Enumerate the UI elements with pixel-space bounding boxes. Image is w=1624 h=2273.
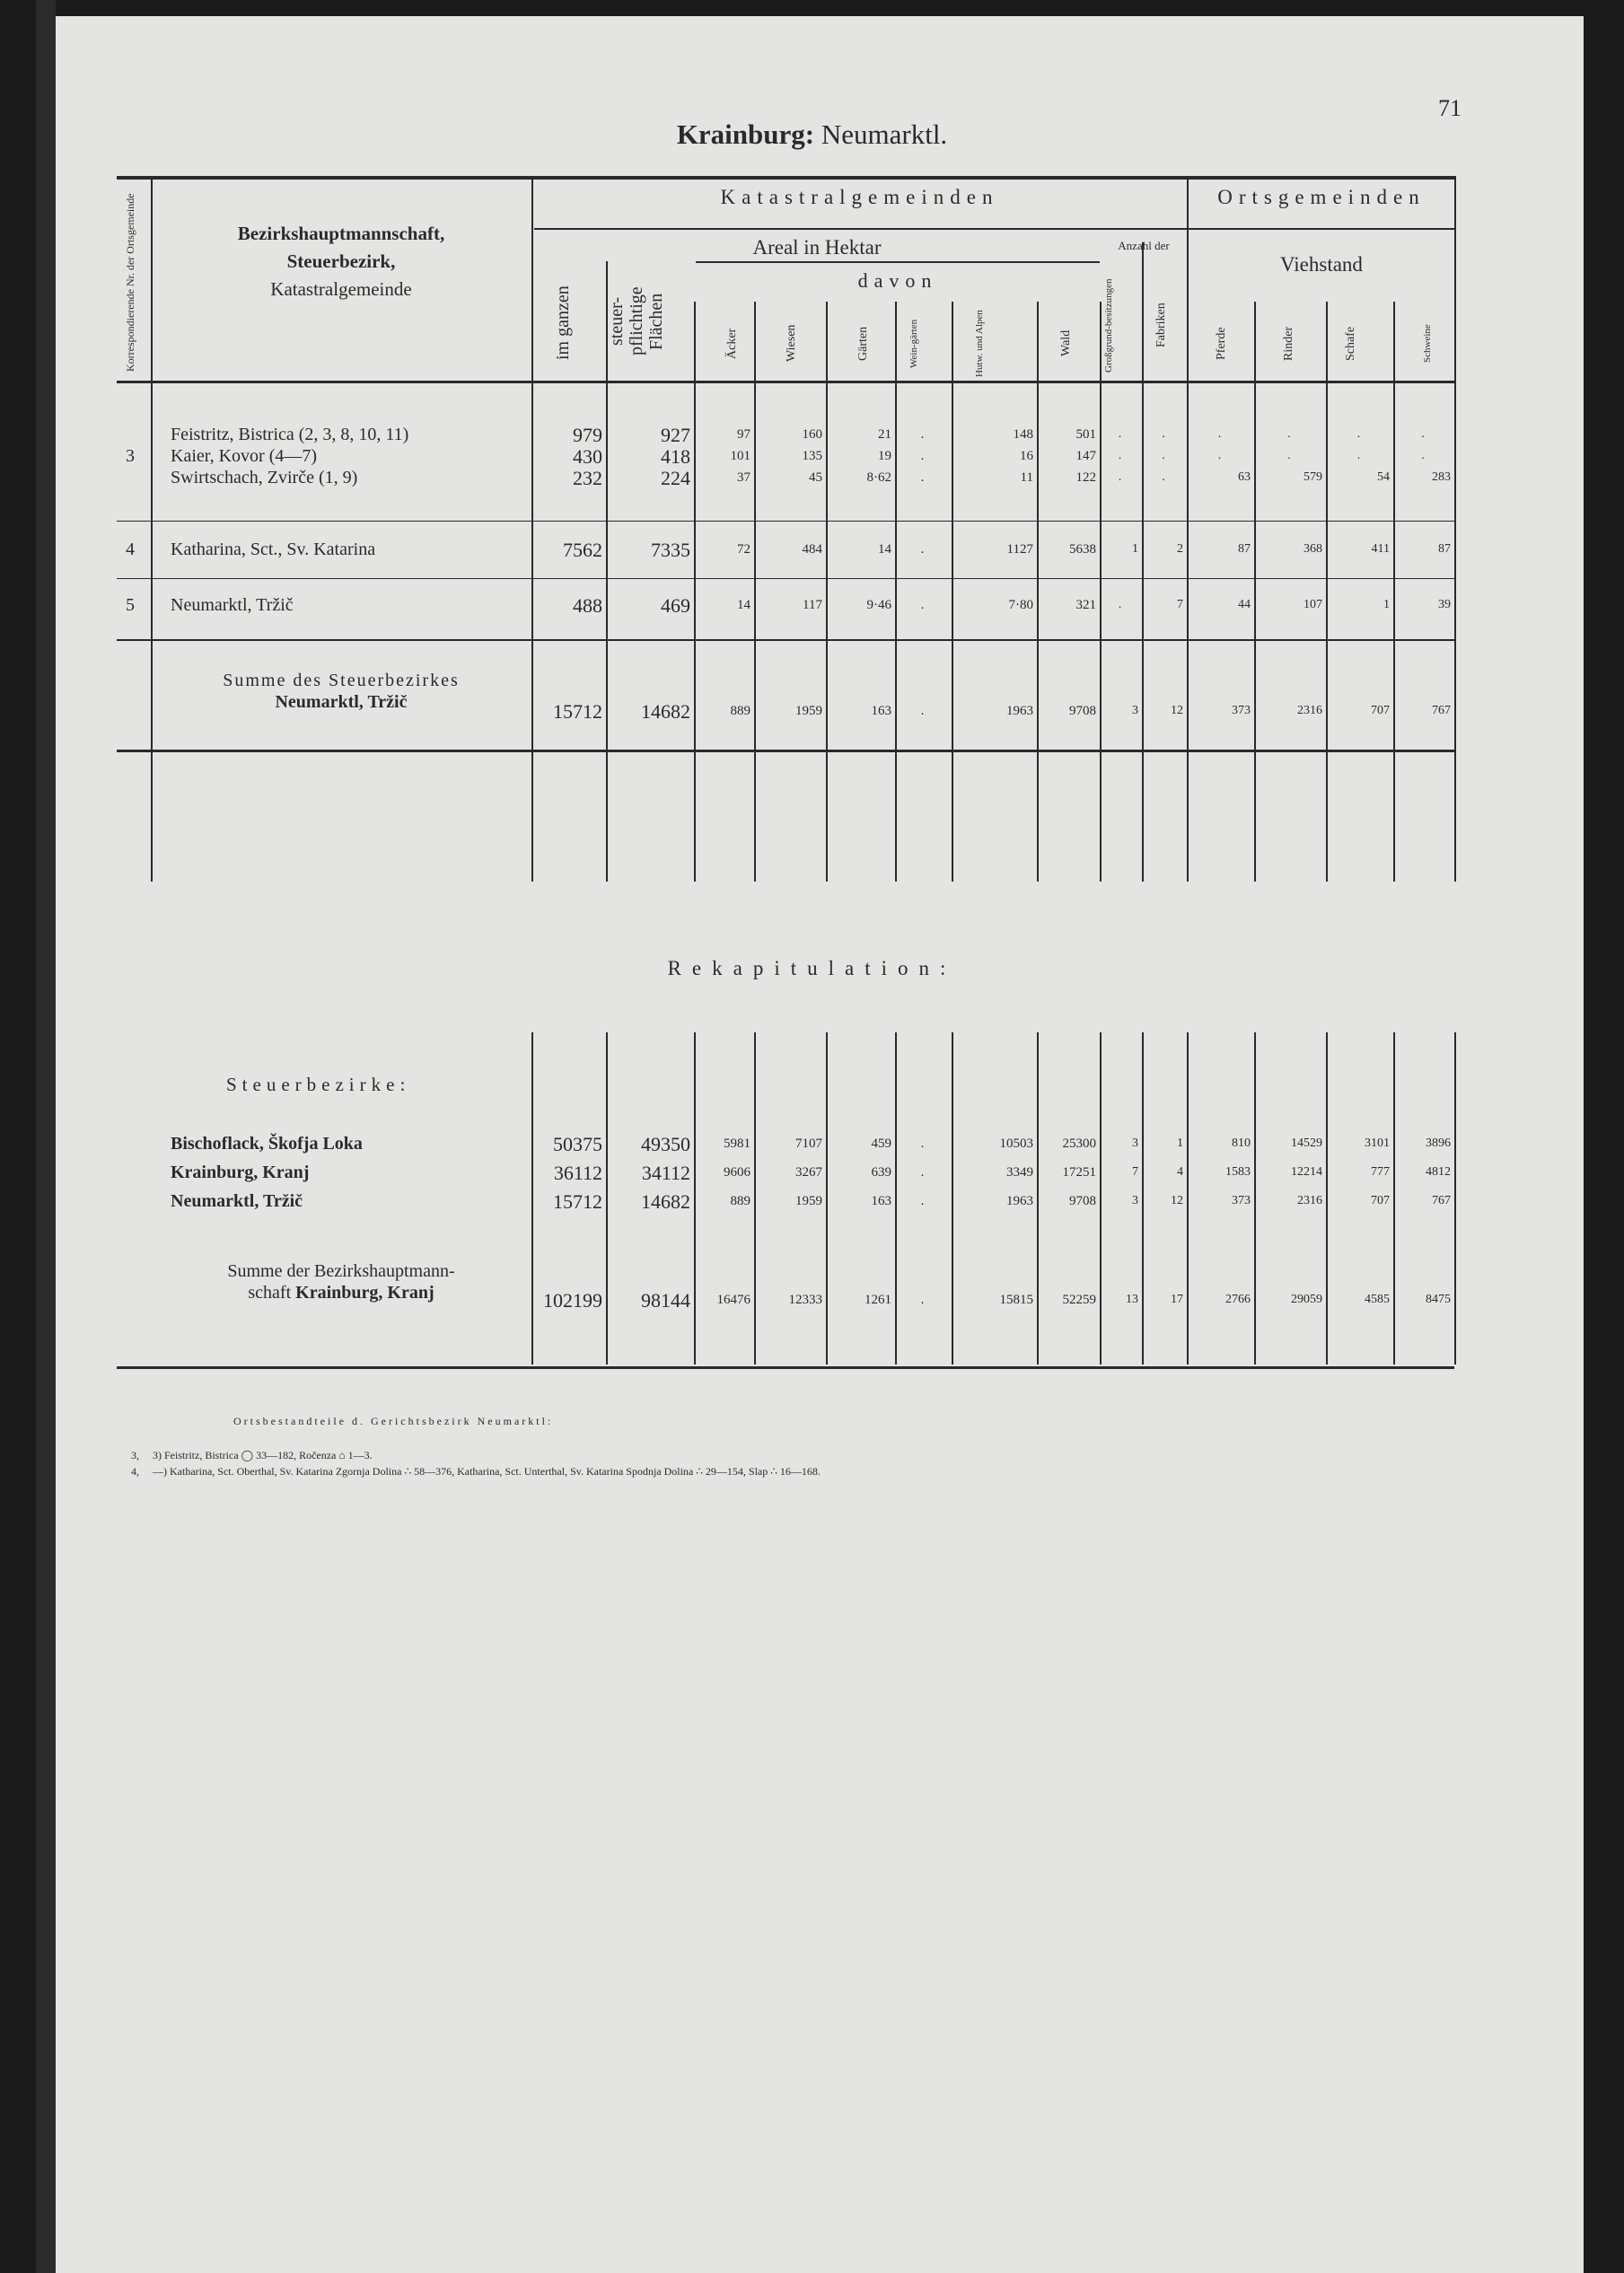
table-cell: 39 [1438, 598, 1451, 611]
rekap-summe-cell: 1261 [865, 1293, 891, 1307]
col-rule [826, 302, 828, 882]
table-cell: . [1287, 427, 1291, 441]
table-cell: 469 [661, 594, 690, 617]
table-cell: . [920, 449, 925, 463]
rekap-cell: 34112 [641, 1162, 690, 1184]
rekap-cell: 12 [1171, 1194, 1183, 1207]
rekap-summe-cell: 98144 [641, 1289, 690, 1312]
table-cell: 7562 [563, 539, 602, 561]
header-anzahl: Anzahl der [1118, 239, 1170, 252]
table-cell: 232 [573, 467, 602, 489]
table-cell: 122 [1075, 470, 1096, 485]
row-nr: 4 [126, 540, 135, 559]
table-cell: . [920, 598, 925, 612]
table-cell: 45 [809, 470, 822, 485]
row-nr: 5 [126, 595, 135, 615]
rekap-cell: 15712 [553, 1190, 602, 1213]
table-cell: 1 [1132, 542, 1138, 556]
summe-cell: 3 [1132, 704, 1138, 717]
table-cell: . [1356, 427, 1361, 441]
col-header-grossgrund: Großgrund-besitzungen [1103, 278, 1114, 373]
rekap-cell: 3 [1132, 1194, 1138, 1207]
rekap-cell: 14529 [1291, 1136, 1322, 1150]
rekap-summe-cell: 102199 [543, 1289, 602, 1312]
table-cell: . [1118, 598, 1122, 611]
col-header-wald: Wald [1059, 329, 1073, 357]
col-header-pferde: Pferde [1215, 327, 1228, 360]
rekap-summe-cell: 29059 [1291, 1293, 1322, 1306]
col-rule [952, 302, 953, 882]
summe-cell: 1959 [795, 704, 822, 718]
rekap-cell: 49350 [641, 1133, 690, 1155]
table-cell: . [1162, 470, 1165, 484]
summe-line-2: Neumarktl, Tržič [275, 692, 408, 712]
header-areal: Areal in Hektar [752, 236, 882, 259]
col-rule [1454, 176, 1456, 882]
rekap-summe-cell: 52259 [1062, 1293, 1096, 1307]
table-cell: 501 [1075, 427, 1096, 442]
table-cell: 283 [1432, 470, 1451, 484]
rekap-cell: . [920, 1194, 925, 1208]
rekap-cell: 767 [1432, 1194, 1451, 1207]
table-cell: 430 [573, 445, 602, 468]
col-rule [895, 302, 897, 882]
summe-line-1: Summe des Steuerbezirkes [223, 671, 460, 690]
rekap-cell: 1959 [795, 1194, 822, 1208]
col-header-fabriken: Fabriken [1154, 303, 1168, 348]
table-cell: 321 [1075, 598, 1096, 612]
rekap-cell: 7107 [795, 1136, 822, 1151]
rekap-cell: . [920, 1165, 925, 1180]
rekap-cell: 10503 [999, 1136, 1033, 1151]
rekap-cell: 4 [1177, 1165, 1183, 1179]
header-rule [696, 261, 1100, 263]
rekap-subtitle: Steuerbezirke: [226, 1074, 411, 1095]
table-cell: 44 [1238, 598, 1251, 611]
rekap-cell: 810 [1232, 1136, 1251, 1150]
table-cell: 7335 [651, 539, 690, 561]
table-cell: 87 [1238, 542, 1251, 556]
rekap-cell: 3896 [1426, 1136, 1451, 1150]
table-cell: 14 [878, 542, 891, 557]
table-cell: 9·46 [866, 598, 891, 612]
table-cell: 54 [1377, 470, 1390, 484]
summe-cell: 12 [1171, 704, 1183, 717]
col-header-weingaerten: Wein-gärten [909, 319, 919, 368]
table-cell: 101 [730, 449, 751, 463]
table-cell: 16 [1020, 449, 1033, 463]
rekap-cell: 14682 [641, 1190, 690, 1213]
table-cell: . [1421, 427, 1425, 441]
title-bold: Krainburg: [676, 118, 815, 150]
footnote-nr: 4, [131, 1465, 139, 1478]
col-header-schweine: Schweine [1422, 324, 1433, 363]
rekap-summe-cell: 17 [1171, 1293, 1183, 1306]
summe-cell: 9708 [1069, 704, 1096, 718]
rekap-summe-cell: 16476 [716, 1293, 751, 1307]
col-header-hutweiden: Hutw. und Alpen [974, 310, 985, 377]
rekap-summe-line-2b: Krainburg, Kranj [295, 1283, 435, 1303]
table-cell: 979 [573, 424, 602, 446]
group-header-katastral: Katastralgemeinden [720, 186, 999, 208]
table-cell: 7·80 [1008, 598, 1033, 612]
col-header-corr-nr: Korrespondierende Nr. der Ortsgemeinde [124, 193, 136, 373]
rekap-summe-cell: . [920, 1293, 925, 1307]
rekap-cell: 9606 [724, 1165, 751, 1180]
summe-label [153, 670, 530, 713]
district-line-3: Katastralgemeinde [270, 278, 412, 300]
rekap-cell: 3 [1132, 1136, 1138, 1150]
col-rule [754, 302, 756, 882]
table-cell: . [1421, 449, 1425, 462]
binding-gutter [36, 0, 56, 2273]
rekap-cell: 4812 [1426, 1165, 1451, 1179]
rekap-summe-cell: 2766 [1225, 1293, 1251, 1306]
table-cell: 87 [1438, 542, 1451, 556]
row-name: Swirtschach, Zvirče (1, 9) [171, 468, 358, 487]
table-cell: . [1217, 427, 1222, 441]
table-cell: 72 [737, 542, 751, 557]
rekap-cell: 9708 [1069, 1194, 1096, 1208]
rekap-cell: 459 [871, 1136, 891, 1151]
table-cell: 8·62 [866, 470, 891, 485]
row-name: Feistritz, Bistrica (2, 3, 8, 10, 11) [171, 425, 409, 444]
rekap-cell: 2316 [1297, 1194, 1322, 1207]
table-cell: 368 [1304, 542, 1322, 556]
table-cell: 7 [1177, 598, 1183, 611]
summe-cell: 707 [1371, 704, 1390, 717]
rekap-cell: 1963 [1006, 1194, 1033, 1208]
table-cell: 2 [1177, 542, 1183, 556]
col-rule [1393, 302, 1395, 882]
col-rule [1142, 242, 1144, 882]
rekap-cell: 777 [1371, 1165, 1390, 1179]
col-header-aecker: Äcker [725, 328, 739, 359]
table-cell: 37 [737, 470, 751, 485]
table-cell: 579 [1304, 470, 1322, 484]
table-cell: 148 [1013, 427, 1033, 442]
rekap-summe-cell: 13 [1126, 1293, 1138, 1306]
table-cell: . [920, 470, 925, 485]
rekap-cell: 36112 [553, 1162, 602, 1184]
table-cell: . [1118, 470, 1122, 484]
summe-cell: 2316 [1297, 704, 1322, 717]
rekap-title: Rekapitulation: [667, 957, 957, 979]
table-cell: . [1217, 449, 1222, 462]
footnote-text: 3) Feistritz, Bistrica ◯ 33—182, Ročenza ⌂ 1—3. [153, 1449, 373, 1461]
rekap-row-name: Krainburg, Kranj [171, 1163, 310, 1182]
rekap-cell: 373 [1232, 1194, 1251, 1207]
district-line-1: Bezirkshauptmannschaft, [237, 223, 445, 244]
table-cell: 21 [878, 427, 891, 442]
table-cell: 160 [802, 427, 822, 442]
col-rule [1100, 302, 1102, 882]
col-rule [1454, 1032, 1456, 1365]
col-rule [694, 302, 696, 882]
table-cell: 484 [802, 542, 822, 557]
table-cell: . [1118, 449, 1122, 462]
rekap-cell: 3267 [795, 1165, 822, 1180]
rekap-cell: 7 [1132, 1165, 1138, 1179]
rekap-cell: 25300 [1062, 1136, 1096, 1151]
rekap-cell: 707 [1371, 1194, 1390, 1207]
table-cell: . [1118, 427, 1122, 441]
rekap-summe-cell: 12333 [788, 1293, 822, 1307]
row-name: Neumarktl, Tržič [171, 595, 294, 615]
rekap-cell: 3349 [1006, 1165, 1033, 1180]
summe-cell: 163 [871, 704, 891, 718]
page-number: 71 [1438, 95, 1462, 121]
title-rest: Neumarktl. [814, 118, 948, 150]
table-cell: 5638 [1069, 542, 1096, 557]
table-cell: . [920, 542, 925, 557]
table-cell: 488 [573, 594, 602, 617]
col-header-district [153, 220, 530, 303]
rekap-summe-cell: 8475 [1426, 1293, 1451, 1306]
table-cell: 418 [661, 445, 690, 468]
summe-cell: 1963 [1006, 704, 1033, 718]
rekap-summe-line-1: Summe der Bezirkshauptmann- [227, 1261, 455, 1281]
rekap-row-name: Bischoflack, Škofja Loka [171, 1134, 363, 1154]
rekap-cell: 12214 [1291, 1165, 1322, 1179]
row-name: Kaier, Kovor (4—7) [171, 446, 318, 466]
rekap-summe-line-2a: schaft [248, 1283, 296, 1303]
header-davon: davon [857, 269, 938, 292]
table-cell: 927 [661, 424, 690, 446]
col-header-rinder: Rinder [1282, 326, 1295, 361]
table-cell: 14 [737, 598, 751, 612]
footnote-nr: 3, [131, 1449, 139, 1461]
rekap-cell: 3101 [1365, 1136, 1390, 1150]
rekap-cell: 5981 [724, 1136, 751, 1151]
rekap-summe-label [153, 1260, 530, 1303]
rekap-cell: 1583 [1225, 1165, 1251, 1179]
table-cell: 1 [1383, 598, 1390, 611]
group-header-orts: Ortsgemeinden [1217, 186, 1426, 208]
table-cell: 1127 [1006, 542, 1033, 557]
rekap-cell: 889 [730, 1194, 751, 1208]
rekap-cell: 1 [1177, 1136, 1183, 1150]
table-bottom-rule [117, 1366, 1454, 1369]
table-cell: . [920, 427, 925, 442]
table-cell: 117 [803, 598, 822, 612]
col-rule [1254, 302, 1256, 882]
rekap-cell: 639 [871, 1165, 891, 1180]
table-cell: 63 [1238, 470, 1251, 484]
rekap-cell: 17251 [1062, 1165, 1096, 1180]
col-rule [1187, 176, 1189, 882]
district-line-2: Steuerbezirk, [286, 250, 396, 272]
table-cell: . [1162, 449, 1165, 462]
footnote-heading: Ortsbestandteile d. Gerichtsbezirk Neumarktl: [233, 1415, 554, 1427]
rekap-summe-line-2 [153, 1282, 530, 1303]
table-cell: 97 [737, 427, 751, 442]
rekap-summe-cell: 15815 [999, 1293, 1033, 1307]
col-rule [531, 176, 533, 882]
summe-cell: 373 [1232, 704, 1251, 717]
footnote-text: —) Katharina, Sct. Oberthal, Sv. Katarina Zgornja Dolina ∴ 58—376, Katharina, Sct. Unterthal, Sv. Katarina Spodnja Dolina ∴ 29—154, Slap ∴ 16—168. [153, 1465, 821, 1478]
rekap-cell: 50375 [553, 1133, 602, 1155]
rekap-cell: 163 [871, 1194, 891, 1208]
col-rule [1326, 302, 1328, 882]
col-header-gaerten: Gärten [856, 326, 870, 361]
table-cell: . [1162, 427, 1165, 441]
summe-cell: 767 [1432, 704, 1451, 717]
table-cell: 411 [1371, 542, 1390, 556]
table-cell: 19 [878, 449, 891, 463]
row-name: Katharina, Sct., Sv. Katarina [171, 540, 376, 559]
rekap-summe-cell: 4585 [1365, 1293, 1390, 1306]
col-rule [1037, 302, 1039, 882]
table-top-rule [117, 176, 1454, 180]
col-header-steuerpflichtig: steuer-pflichtige Flächen [607, 286, 666, 356]
rekap-row-name: Neumarktl, Tržič [171, 1191, 303, 1211]
rekap-cell: . [920, 1136, 925, 1151]
table-cell: 224 [661, 467, 690, 489]
table-cell: 147 [1075, 449, 1096, 463]
col-header-im-ganzen: im ganzen [553, 285, 573, 361]
summe-cell: 15712 [553, 700, 602, 723]
table-cell: 107 [1304, 598, 1322, 611]
table-cell: . [1356, 449, 1361, 462]
header-rule [1187, 228, 1456, 230]
page-title [0, 118, 1624, 151]
summe-cell: . [920, 704, 925, 718]
col-header-schafe: Schafe [1344, 326, 1357, 361]
col-header-wiesen: Wiesen [785, 324, 798, 363]
table-cell: . [1287, 449, 1291, 462]
summe-cell: 889 [730, 704, 751, 718]
header-viehstand: Viehstand [1280, 253, 1363, 276]
table-cell: 11 [1020, 470, 1033, 485]
summe-cell: 14682 [641, 700, 690, 723]
table-cell: 135 [802, 449, 822, 463]
row-nr: 3 [126, 446, 135, 466]
